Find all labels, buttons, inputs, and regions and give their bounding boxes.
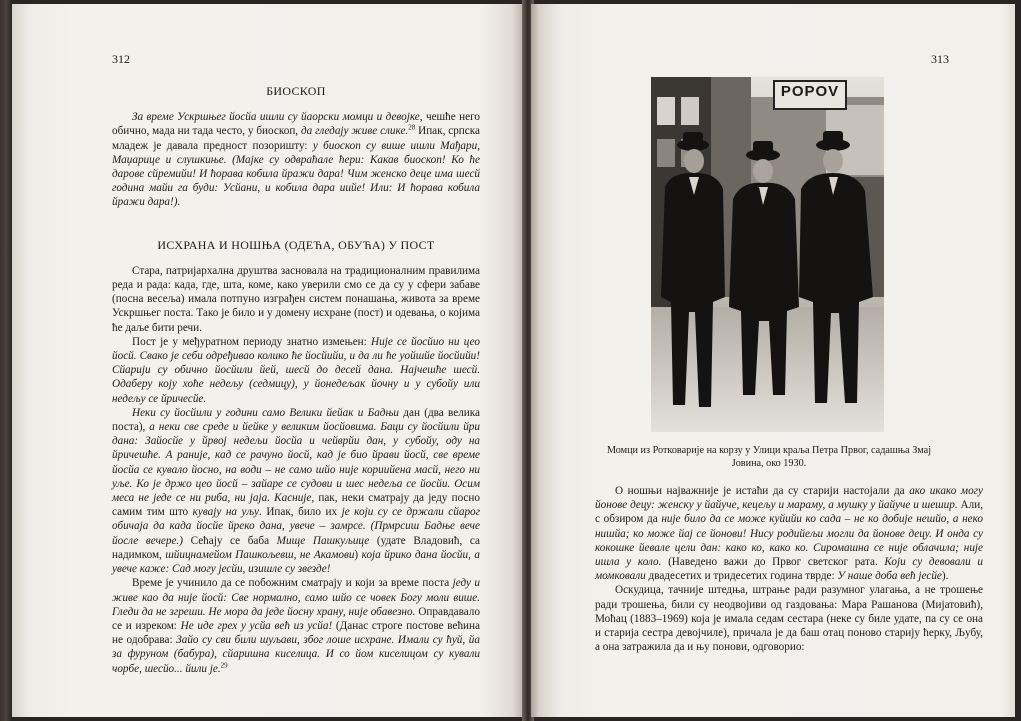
paragraph-ishrana-intro: Стара, патријархална друштва засновала на традиционалним правилима реда и рада: када, где, шта, коме, како уверили смо се да су у сфери забаве (посна весеља) имала потпуно изграђен систем понашања, живота за време Ускршњег поста. Тако је било и у домену исхране (пост) и одевања, о којима ће даље бити речи. [112, 264, 480, 334]
section-heading-ishrana: ИСХРАНА И НОШЊА (ОДЕЋА, ОБУЋА) У ПОСТ [157, 237, 435, 252]
paragraph-o-nosnji: О ношњи најважније је истаћи да су старији настојали да ако икако могу йонове децу: женску у йайуче, кецељу и мараму, а мушку у йайуче и шешир. Али, с обзиром да није било да се може куйийи ко сада – не ко добије нешйо, а неко нишйа; ко може йај се йонови! Нису родийељи могли да йонове децу. И онда су кокошке йевале цели дан: како ко, како ко. Сиромашна се није облачила; није ишла у коло. (Наведено важи до Првог светског рата. Који су девовали и момковали двадесетих и тридесетих година тврде: У наше доба већ јесйе). [595, 485, 983, 583]
left-page [12, 4, 524, 717]
left-text-column [112, 84, 480, 676]
photo-caption: Момци из Ротковарије на корзу у Улици краља Петра Првог, садашња Змај Јовина, око 1930. [606, 445, 932, 469]
right-page [531, 4, 1015, 717]
paragraph-bioskop: За време Ускршњег йосйа ишли су йаорски момци и девојке, чешће него обично, мада ни тада често, у биоскоп, да гледају живе слике.$^{28}$ Ипак, српска младеж је давала предност позоришту: у биоскоп су више ишли Мађари, Маџарице и слушкиње. (Мајке су одвраћале ћери: Какав биоскоп! Ко ће дарове сйремийи! И ћорава кобила йражи дара! Чим женско деце има шесй година майи га буди: Усйани, и кобила дара иийе! Или: И ћорава кобила йражи дара!). [112, 111, 480, 209]
paragraph-oskudica: Оскудица, тачније штедња, штрање ради разумног улагања, а не трошење ради трошења, били су неодвојиви од газдовања: Мара Рашанова (Мијатовић), Моћац (1883–1969) која је имала седам сестара (неке су биле удате, па су се она и старија сестра девојчиле), причала је да баш отац поново старију ћерку, Љубу, а она затражила да и њу понови, одговорио: [595, 584, 983, 654]
photograph-three-men [651, 77, 884, 432]
page-number-right: 313 [931, 52, 949, 66]
paragraph-post-izmenjen: Пост је у међуратном периоду знатно измењен: Није се йосйио ни цео йосй. Свако је себи одређивао колико ће йосйийи, и да ли ће уойшйе йосйийи! Сйарији су обично йосйили йей, шесй до десей дана. Најчешће шесй. Одаберу коју хоће недељу (седмицу), у йонедељак йочну и у субойу или недељу се йричесйе. [112, 335, 480, 405]
page-number-left: 312 [112, 52, 130, 66]
paragraph-vreme-je-ucinilo: Време је учинило да се побожним сматрају и који за време поста једу и живе као да није йосй: Све нормално, само шйо се човек Богу моли више. Гледи да не згреши. Не мора да једе йосну храну, није обавезно. Оправдавало се и изреком: Не иде грех у усйа већ из усйа! (Данас строге постове већина не одобрава: Зайо су сви били шуљави, због лоше исхране. Имали су ћуй, йа за фуруном (бабура), сйаришна киселица. И со йом киселицом су кували чорбе, шесйо... йили је.$^{29}$ [112, 577, 480, 675]
section-heading-bioskop: БИОСКОП [266, 84, 326, 98]
shop-sign-popov: POPOV [773, 80, 847, 110]
paragraph-neki-postili: Неки су йосйили у години само Велики йейак и Бадњи дан (два велика поста), а неки све среде и йейке у великим йосйовима. Баци су йосйили йри дана: Зайосйе у йрвој недељи йосйа и чейврйи дан, у субойу, оду на йричешће. А раније, кад се рачуно йосй, кад је био йрави йосй, све време йосйа се кувало йосно, на води – не само шйо није кориийена масй, него ни уље. Ко је држо цео йосй – зайаре се судови и шес недеља се йосйи. Осим меса не једе се ни риба, ни јаја. Касније, пак, неки сматрају да једу посно самим тим што кувају на уљу. Ипак, било их је који су се држали сйарог обичаја да када йосйе йреко дана, увече – замрсе. (Прмрсиш Бадње вече йосле вечере.) Сећају се баба Мище Пашкуљице (удате Владовић, са надимком, шйицнамейом Пашкољевш, не Акамови) која йрико дана йосйи, а увече каже: Сад могу јесйи, изишле су звезде! [112, 406, 480, 576]
photo-scene [651, 77, 884, 432]
right-text-column [595, 484, 983, 654]
